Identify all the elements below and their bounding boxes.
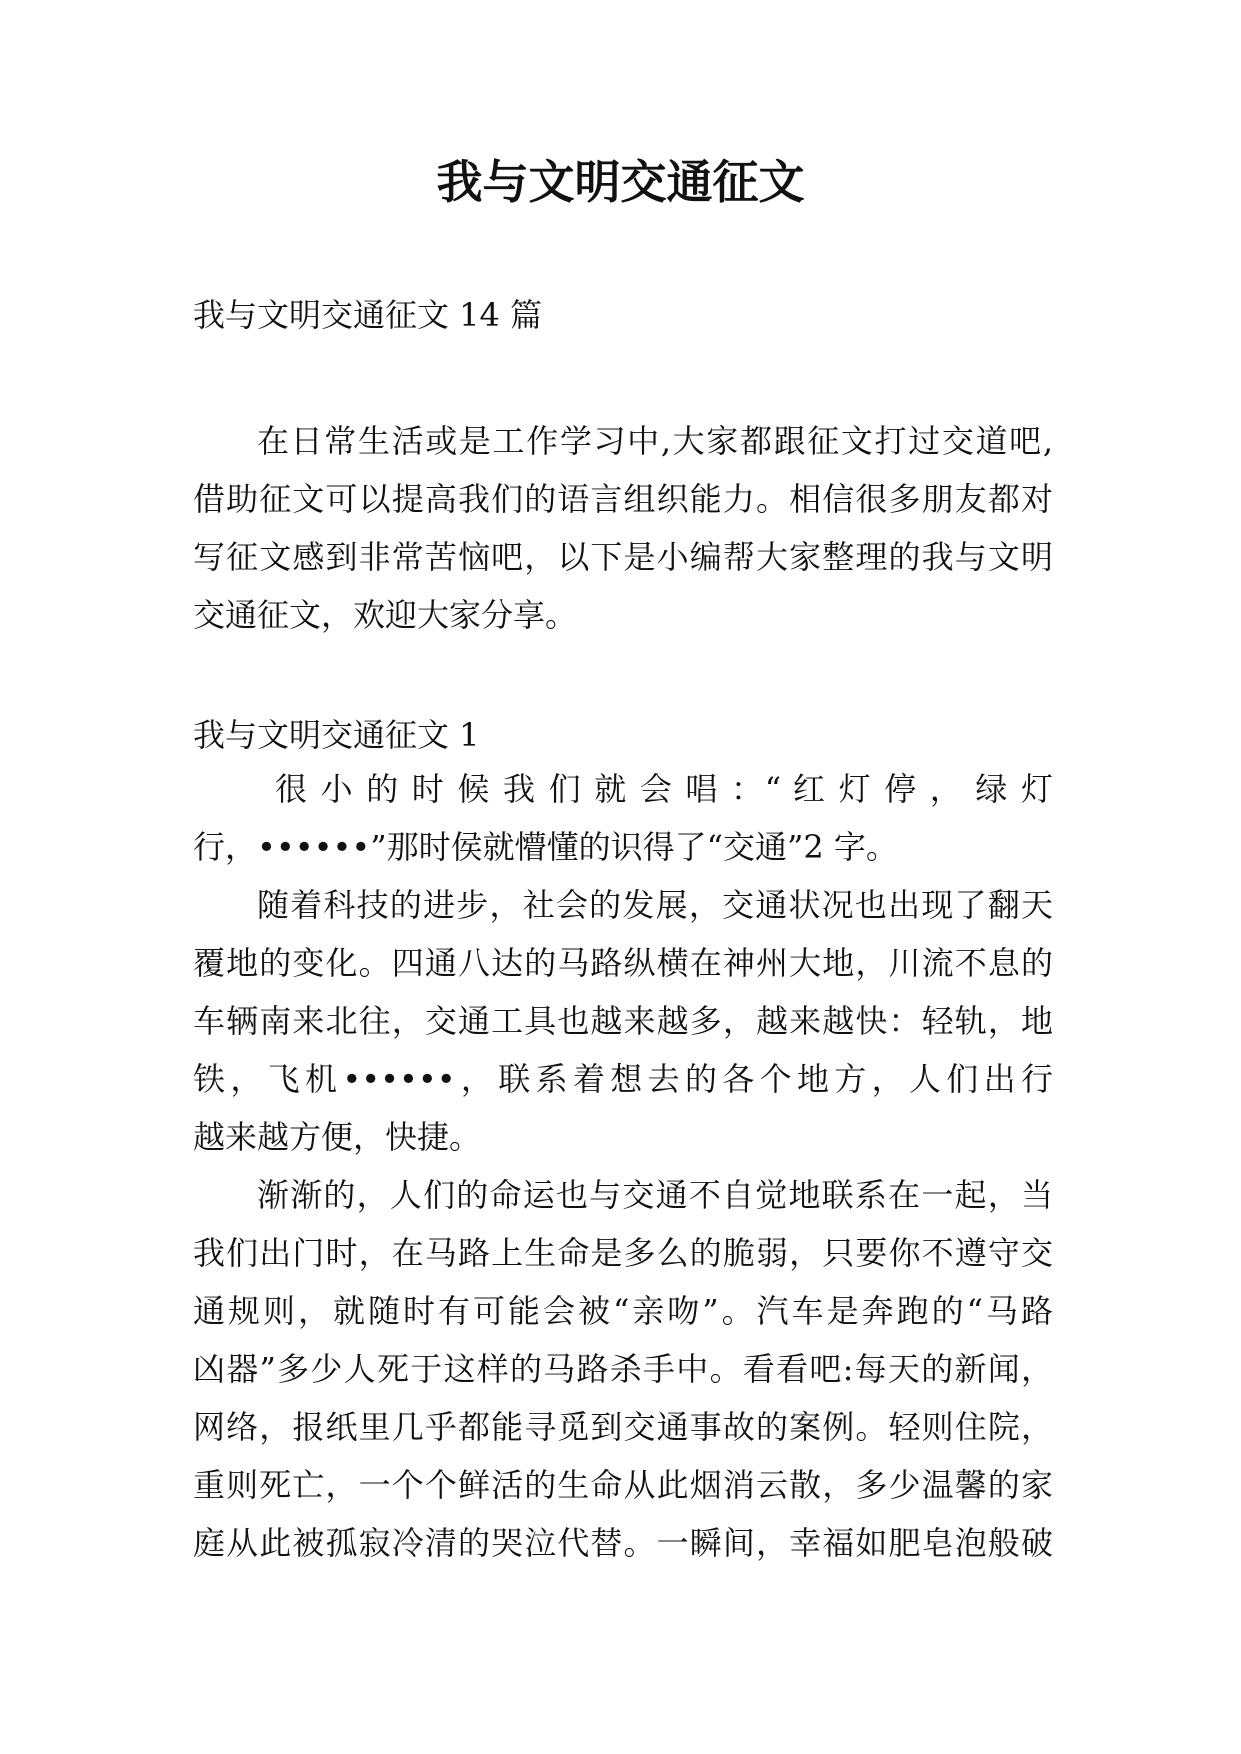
body-line-1: 很 小 的 时 候 我 们 就 会 唱 ：“ 红 灯 停 ， 绿 灯 [275,770,1053,808]
body-line-11: 凶器”多少人死于这样的马路杀手中。看看吧:每天的新闻， [193,1350,1053,1388]
body-line-3: 随着科技的进步，社会的发展，交通状况也出现了翻天 [257,886,1053,924]
body-line-8: 渐渐的，人们的命运也与交通不自觉地联系在一起，当 [257,1176,1053,1214]
section-heading: 我与文明交通征文 1 [193,716,480,754]
body-line-7: 越来越方便，快捷。 [193,1118,482,1156]
body-line-9: 我们出门时，在马路上生命是多么的脆弱，只要你不遵守交 [193,1234,1053,1272]
body-line-6: 铁，飞机••••••，联系着想去的各个地方，人们出行 [193,1060,1053,1098]
body-line-5: 车辆南来北往，交通工具也越来越多，越来越快：轻轨，地 [193,1002,1053,1040]
body-line-13: 重则死亡，一个个鲜活的生命从此烟消云散，多少温馨的家 [193,1466,1053,1504]
intro-line-3: 写征文感到非常苦恼吧，以下是小编帮大家整理的我与文明 [193,538,1053,576]
document-subtitle: 我与文明交通征文 14 篇 [193,296,543,334]
body-line-2: 行，••••••”那时侯就懵懂的识得了“交通”2 字。 [193,828,898,866]
body-line-10: 通规则，就随时有可能会被“亲吻”。汽车是奔跑的“马路 [193,1292,1053,1330]
body-line-12: 网络，报纸里几乎都能寻觅到交通事故的案例。轻则住院， [193,1408,1053,1446]
body-line-14: 庭从此被孤寂冷清的哭泣代替。一瞬间，幸福如肥皂泡般破 [193,1524,1053,1562]
intro-line-1: 在日常生活或是工作学习中,大家都跟征文打过交道吧, [257,422,1053,460]
intro-line-4: 交通征文，欢迎大家分享。 [193,596,578,634]
intro-line-2: 借助征文可以提高我们的语言组织能力。相信很多朋友都对 [193,480,1053,518]
body-line-4: 覆地的变化。四通八达的马路纵横在神州大地，川流不息的 [193,944,1053,982]
document-title: 我与文明交通征文 [436,155,805,209]
